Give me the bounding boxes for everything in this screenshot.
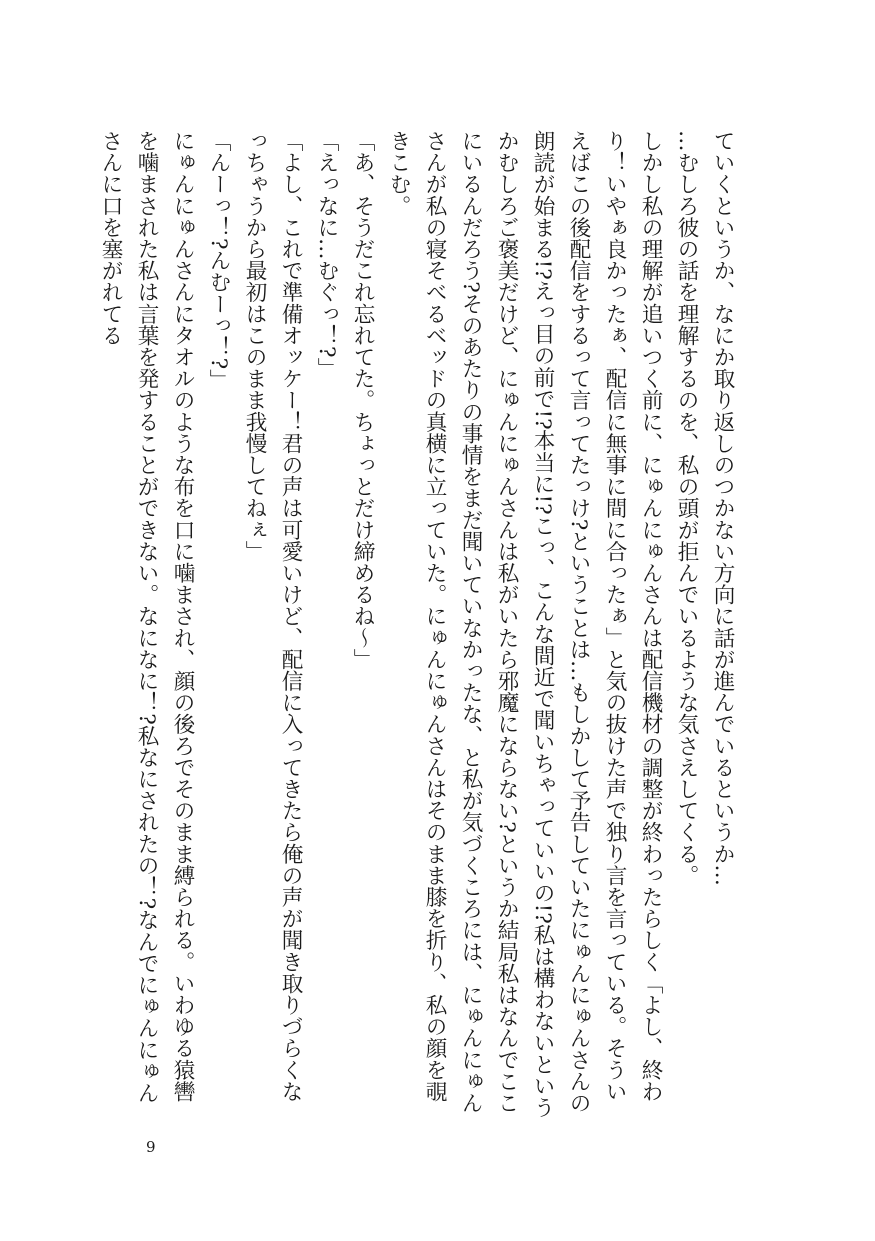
paragraph: …むしろ彼の話を理解するのを、私の頭が拒んでいるような気さえしてくる。 [674,130,699,886]
page-number: 9 [146,1138,156,1156]
paragraph: 「よし、これで準備オッケー！君の声は可愛いけど、配信に入ってきたら俺の声が聞き取りづらくなっちゃうから最初はこのまま我慢してねぇ」 [242,130,303,1102]
vertical-text-body [98,130,740,1120]
paragraph: にゅんにゅんさんにタオルのような布を口に噛まされ、顔の後ろでそのまま縛られる。いわゆる猿轡を噛まされた私は言葉を発することができない。なになに！?私なにされたの！?なんでにゅんにゅんさんに口を塞がれてる [98,130,195,1104]
paragraph: 「えっなに…むぐっ！?」 [314,130,339,380]
paragraph: しかし私の理解が追いつく前に、にゅんにゅんさんは配信機材の調整が終わったらしく「よし、終わり！いやぁ良かったぁ、配信に無事に間に合ったぁ」と気の抜けた声で独り言を言っている。そういえばこの後配信をするって言ってたっけ?ということは…もしかして予告していたにゅんにゅんさんの朗読が始まる!?えっ目の前で!?本当に!?こっ、こんな間近で聞いちゃっていいの!?私は構わないというかむしろご褒美だけど、にゅんにゅんさんは私がいたら邪魔にならない?というか結局私はなんでここにいるんだろう?そのあたりの事情をまだ聞いていなかったな、と私が気づくころには、にゅんにゅんさんが私の寝そべるベッドの真横に立っていた。にゅんにゅんさんはそのまま膝を折り、私の顔を覗きこむ。 [386,130,663,1119]
paragraph: 「あ、そうだこれ忘れてた。ちょっとだけ締めるね〜」 [350,130,375,670]
paragraph: 「んーっ！?んむーっ！?」 [206,130,231,391]
paragraph: ていくというか、なにか取り返しのつかない方向に話が進んでいるというか… [710,130,735,886]
